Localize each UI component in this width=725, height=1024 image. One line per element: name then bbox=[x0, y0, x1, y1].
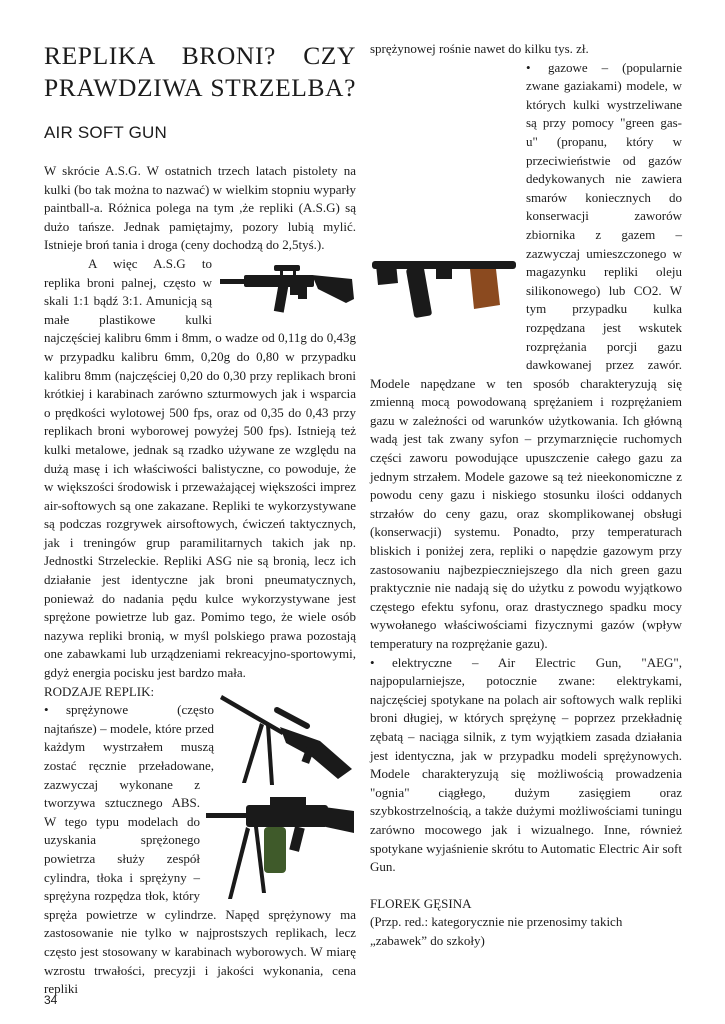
skorpion-pistol-photo bbox=[370, 255, 520, 355]
gas-replica-text: gazowe – (popularnie zwane gaziakami) modele, w których kulki wystrzeliwane są przy pomocy "green gas-u" (propanu, który w przeciwieństwie od gazów dedykowanych nie zawiera smarów koniecznych do konserwacji zaworów zbiornika z gazem – zazwyczaj umieszczonego w magazynku repliki oleju silikonowego) lub CO2. W tym przypadku kulka rozpędzana jest wskutek rozprężania porcji gazu dawkowanej przez zawór. Modele napędzane w ten sposób charakteryzują się zmienną mocą powodowaną sprężaniem i rozprężaniem gazu w zależności od warunków użytkowania. Ich główną wadą jest tak zwany syfon – przymarznięcie ruchomych części zaworu powodujące upuszczenie całego gazu za jednym strzałem. Modele gazowe są też nieekonomiczne z powodu ceny gazu i niskiego stosunku ilości oddanych strzałów do ceny gazu, oraz skomplikowanej obsługi (konserwacji) systemu. Ponadto, przy temperaturach bliskich i poniżej zera, repliki o napędzie gazowym przy zastosowaniu najbezpieczniejszego dla nich green gazu praktycznie nie nadają się do użytku z powodu wyjątkowo częstego efektu syfonu, oraz drastycznego spadku mocy wywołanego właściwościami fizycznymi gazów (wpływ temperatury na rozprężanie gazu). bbox=[370, 59, 682, 651]
spring-replica-continued: sprężynowej rośnie nawet do kilku tys. zł. bbox=[370, 41, 589, 56]
electric-replica-item bbox=[370, 654, 682, 877]
electric-replica-text: elektryczne – Air Electric Gun, "AEG", najpopularniejsze, potocznie zwane: elektrykami, najczęściej spotykane na polach air softowych walk repliki broni długiej, w których sprężynę – poprzez przekładnię zębatą – naciąga silnik, z tym wyjątkiem zasada działania jest identyczna, jak w przypadku modeli sprężynowych. Modele charakteryzują się możliwością prowadzenia "ognia" ciągłego, dużym zasięgiem oraz szybkostrzelnością, a także dużymi możliwościami tuningu zarówno mocowego jak i wizualnego. Inne, również spotykane wyjaśnienie skrótu to Automatic Electric Air soft Gun. bbox=[370, 654, 682, 875]
machine-gun-photo bbox=[206, 793, 356, 903]
gas-replica-item bbox=[370, 59, 682, 654]
mp5-submachine-gun-photo bbox=[218, 259, 356, 325]
intro-paragraph: W skrócie A.S.G. W ostatnich trzech latach pistolety na kulki (bo tak można to nazwać) w wielkim stopniu wyparły paintball-a. Różnica polega na tym ,że repliki (A.S.G) są dużo tańsze. Jednak pamiętajmy, pozory lubią mylić. Istnieje broń tania i droga (ceny dochodzą do 2,5tyś.). bbox=[44, 163, 356, 253]
editor-note: (Przp. red.: kategorycznie nie przenosimy takich „zabawek” do szkoły) bbox=[370, 914, 623, 948]
bullet-electric: • bbox=[370, 654, 375, 670]
left-column bbox=[44, 40, 356, 999]
right-column bbox=[370, 40, 682, 951]
page-number: 34 bbox=[44, 993, 58, 1007]
spring-replica-text: sprężynowe (często najtańsze) – modele, które przed każdym wystrzałem muszą zostać ręcznie przeładowane, zazwyczaj wykonane z tworzywa sztucznego ABS. W tego typu modelach do uzyskania sprężonego powietrza służy zespół cylindra, tłoka i sprężyny – sprężyna rozpędza tłok, który spręża powietrze w cylindrze. Napęd sprężynowy ma zastosowanie nie tylko w najprostszych replikach, lecz często jest stosowany w karabinach wyborowych. W miarę wzrostu trwałości, precyzji i jakości wykonania, cena repliki bbox=[44, 702, 356, 997]
bullet-gas: • bbox=[526, 59, 531, 75]
asg-description-paragraph: A więc A.S.G to replika broni palnej, często w skali 1:1 bądź 3:1. Amunicją są małe plastikowe kulki najczęściej kalibru 6mm i 8mm, o wadze od 0,11g do 0,43g w przypadku kalibru 6mm, 0,20g do 0,80 w przypadku kalibru 8mm (najczęściej 0,20 do 0,30 przy replikach broni krótkiej i karabinach zarówno szturmowych jak i wsparcia o prędkości wylotowej 500 fps, oraz od 0,35 do 0,43 przy replikach broni wyborowej powyżej 500 fps). Istnieją też kulki metalowe, jednak są rzadko używane ze względu na dużą masę i ich właściwości balistyczne, co powoduje, że w większości środowisk i przeważającej większości imprez air-softowych są one zakazane. Repliki te wykorzystywane są podczas rozgrywek airsoftowych, ćwiczeń taktycznych, jak i treningów grup paramilitarnych takich jak np. Jednostki Strzeleckie. Repliki ASG nie są bronią, lecz ich działanie jest identyczne jak broni pneumatycznych, ponieważ do nadania pędu kulce wykorzystywane jest sprężone powietrze lub gaz. Pomimo tego, że wiele osób nazywa repliki bronią, w myśl polskiego prawa pozostają one zabawkami lub urządzeniami rekreacyjno-sportowymi, gdyż energia pocisku jest bardzo mała. bbox=[44, 255, 356, 681]
sniper-rifle-photo bbox=[220, 687, 356, 787]
author-name: FLOREK GĘSINA bbox=[370, 895, 472, 911]
replica-types-heading: RODZAJE REPLIK: bbox=[44, 683, 155, 699]
bullet-spring: • bbox=[44, 702, 49, 718]
article-subtitle: AIR SOFT GUN bbox=[44, 123, 167, 142]
article-title: REPLIKA BRONI? CZY PRAWDZIWA STRZELBA? bbox=[44, 41, 356, 102]
